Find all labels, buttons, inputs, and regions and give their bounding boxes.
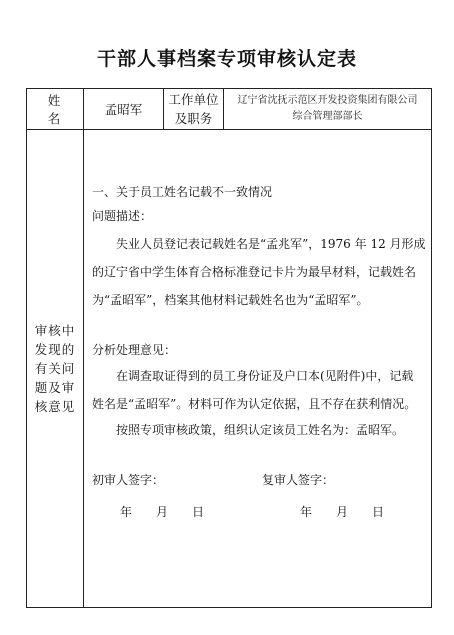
problem-line: 的辽宁省中学生体育合格标准登记卡片为最早材料，记载姓名 [92,265,417,279]
side-label-line: 有关问 [34,360,76,376]
problem-line: 为“孟昭军”，档案其他材料记载姓名也为“孟昭军”。 [92,293,369,307]
unit-label-line1: 工作单位 [168,92,219,107]
analysis-label: 分析处理意见： [92,343,177,357]
form-table [26,88,432,608]
analysis-line: 在调查取证得到的员工身份证及户口本(见附件)中，记载 [116,369,414,383]
side-label-line: 审核中 [34,322,76,338]
review-findings-label [27,129,83,607]
section-heading: 一、关于员工姓名记载不一致情况 [92,185,273,199]
side-label-line: 题及审 [34,379,76,395]
analysis-line: 按照专项审核政策，组织认定该员工姓名为：孟昭军。 [116,423,405,437]
second-reviewer-label: 复审人签字： [262,473,335,487]
first-reviewer-label: 初审人签字： [92,473,165,487]
unit-label-line2: 及职务 [174,111,213,126]
name-label: 姓 名 [47,93,75,126]
side-label-line: 核意见 [34,398,76,414]
unit-value-line2: 综合管理部部长 [292,111,363,122]
form-title: 干部人事档案专项审核认定表 [96,48,357,70]
side-label-line: 发现的 [34,341,76,357]
analysis-line: 姓名是“孟昭军”。材料可作为认定依据，且不存在获利情况。 [92,397,417,411]
problem-line: 失业人员登记表记载姓名是“孟兆军”，1976 年 12 月形成 [116,237,426,251]
unit-value-line1: 辽宁省沈抚示范区开发投资集团有限公司 [237,95,418,106]
unit-label [164,89,223,129]
name-value: 孟昭军 [104,102,143,117]
unit-value [224,89,431,129]
first-review-date: 年 月 日 [120,505,205,519]
problem-label: 问题描述： [92,209,153,223]
second-review-date: 年 月 日 [300,505,385,519]
